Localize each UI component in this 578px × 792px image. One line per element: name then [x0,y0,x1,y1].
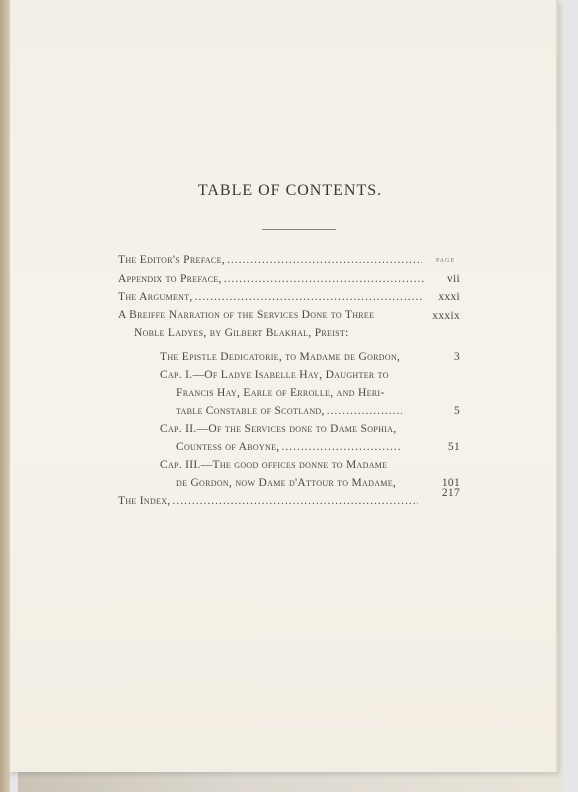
toc-page-number: 217 [441,487,460,499]
toc-entry-cap3-line2 [176,477,460,489]
toc-entry-text: de Gordon, now Dame d'Attour to Madame, [176,477,397,489]
toc-page-number: 101 [441,477,460,489]
toc-entry-text: The Editor's Preface, [118,254,225,266]
toc-entry-text: Appendix to Preface, [118,273,222,285]
toc-entry-text: Countess of Aboyne, [176,441,280,453]
toc-page-number: 51 [447,441,460,453]
leader-dots [173,495,419,507]
toc-entry-narration-line1: A Breiffe Narration of the Services Done to Three [118,309,375,321]
toc-entry-epistle [160,351,460,363]
leader-dots [227,254,422,266]
title-rule [262,229,336,230]
toc-page-number: xxxi [438,291,460,303]
book-spine [0,0,10,792]
toc-page-number: xxxix [432,310,460,322]
leader-dots [281,441,402,453]
toc-entry-argument [118,291,460,303]
toc-entry-text: The Index, [118,495,171,507]
toc-page-number: 3 [453,351,460,363]
toc-entry-index [118,487,460,507]
toc-entry-cap2-line1: Cap. II.—Of the Services done to Dame Sophia, [160,423,397,435]
book-page [8,0,558,772]
toc-entry-appendix [118,273,460,285]
toc-entry-cap3-line1: Cap. III.—The good offices donne to Madame [160,459,388,471]
toc-entry-text: The Argument, [118,291,193,303]
toc-entry-preface [118,254,460,266]
toc-page-number: vii [446,273,460,285]
page-column-label: PAGE [436,258,456,264]
leader-dots [224,273,424,285]
toc-entry-text: table Constable of Scotland, [176,405,325,417]
toc-entry-text: The Epistle Dedicatorie, to Madame de Gordon, [160,351,401,363]
page-title: TABLE OF CONTENTS. [197,182,383,199]
toc-entry-cap1-line1: Cap. I.—Of Ladye Isabelle Hay, Daughter to [160,369,389,381]
toc-entry-text: Noble Ladyes, by Gilbert Blakhal, Preist: [134,327,349,339]
toc-page-number: 5 [453,405,460,417]
toc-entry-cap1-line2: Francis Hay, Earle of Errolle, and Heri- [176,387,385,399]
toc-entry-cap1-line3 [176,405,460,417]
leader-dots [195,291,424,303]
leader-dots [327,405,402,417]
toc-entry-cap2-line2 [176,441,460,453]
